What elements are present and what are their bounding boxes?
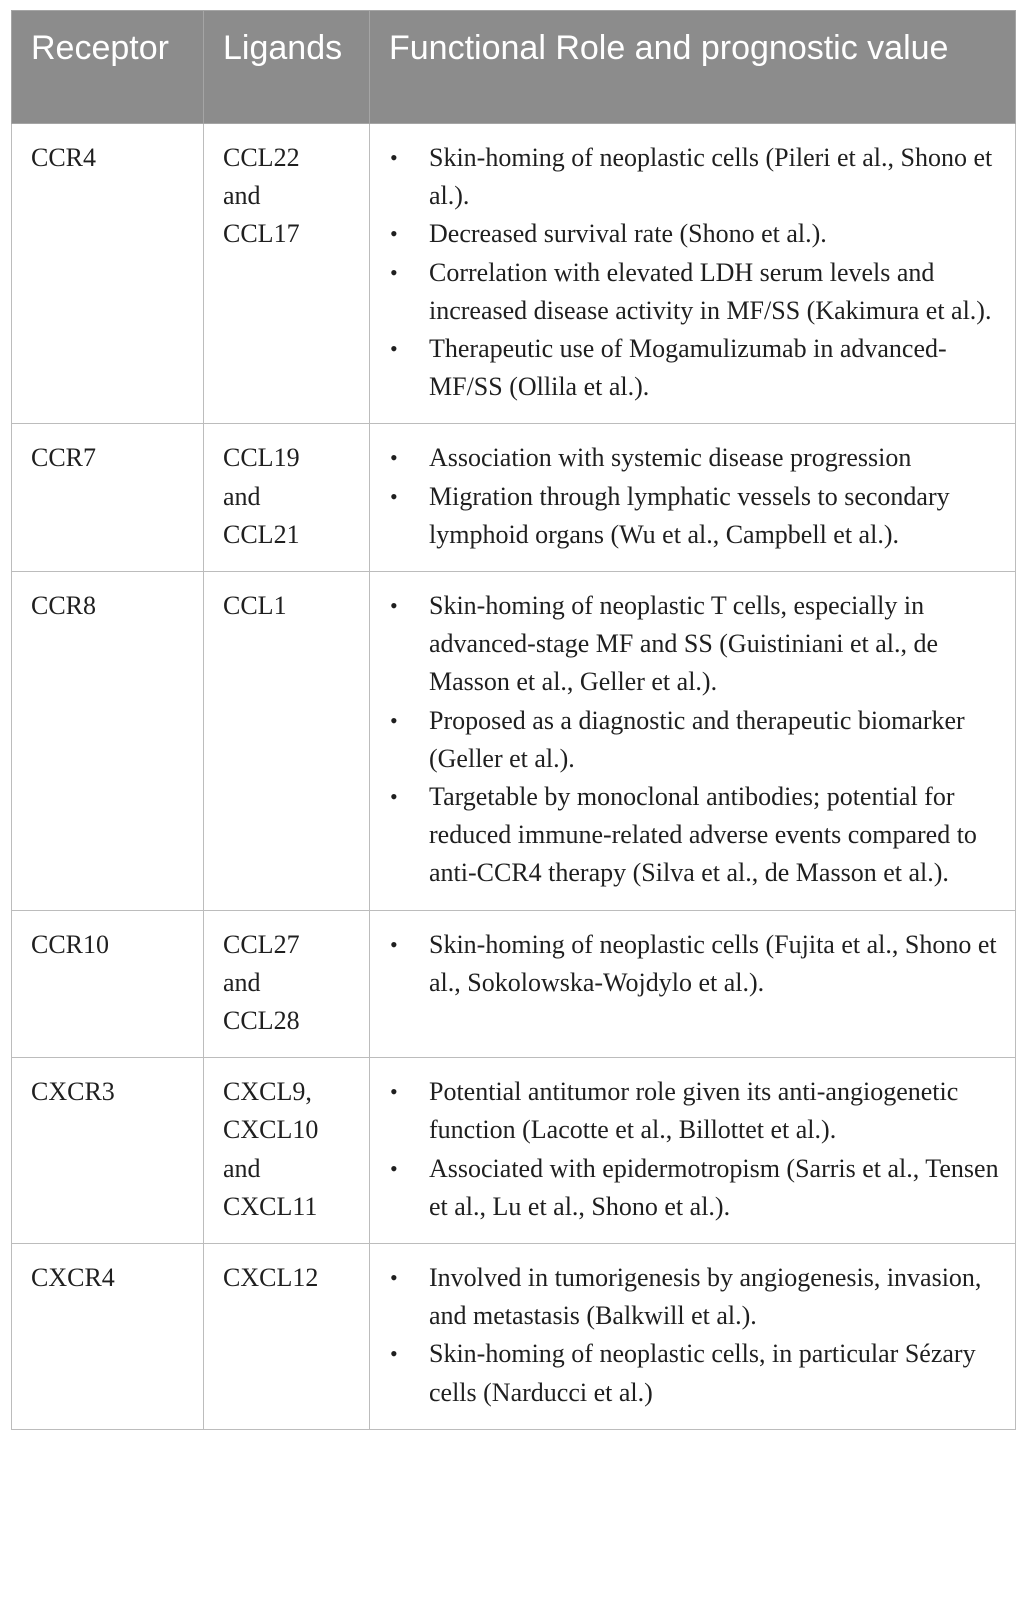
receptor-cell: CXCR3 [12, 1058, 204, 1244]
bullet-icon: • [390, 931, 398, 957]
role-text: Migration through lymphatic vessels to secondary lymphoid organs (Wu et al., Campbell et al.). [429, 481, 950, 549]
ligand-line: CCL1 [223, 591, 287, 621]
role-list-item [390, 330, 1005, 406]
ligands-cell [204, 910, 370, 1058]
ligand-line: CCL21 [223, 519, 300, 549]
role-list-item [390, 587, 1005, 702]
bullet-icon: • [390, 784, 398, 810]
functional-role-cell [370, 124, 1016, 424]
ligand-line: CCL17 [223, 219, 300, 249]
header-receptor: Receptor [12, 11, 204, 124]
receptor-cell: CCR7 [12, 424, 204, 572]
ligand-line: CXCL11 [223, 1191, 318, 1221]
role-list-item [390, 478, 1005, 554]
ligand-line: CXCL9, [223, 1077, 312, 1107]
role-text: Targetable by monoclonal antibodies; potential for reduced immune-related adverse events compared to anti-CCR4 therapy (Silva et al., de Masson et al.). [429, 782, 977, 888]
functional-role-cell [370, 910, 1016, 1058]
ligands-cell [204, 424, 370, 572]
table-row [12, 1244, 1016, 1430]
table-row [12, 424, 1016, 572]
bullet-icon: • [390, 483, 398, 509]
role-text: Associated with epidermotropism (Sarris et al., Tensen et al., Lu et al., Shono et al.). [429, 1153, 999, 1221]
role-list-item [390, 778, 1005, 893]
role-list-item [390, 254, 1005, 330]
table-header [12, 11, 1016, 124]
ligands-cell [204, 124, 370, 424]
bullet-icon: • [390, 221, 398, 247]
bullet-icon: • [390, 336, 398, 362]
role-list [390, 926, 1005, 1002]
ligand-line: and [223, 181, 261, 211]
bullet-icon: • [390, 1155, 398, 1181]
table-row [12, 910, 1016, 1058]
role-text: Potential antitumor role given its anti-angiogenetic function (Lacotte et al., Billottet et al.). [429, 1077, 959, 1145]
bullet-icon: • [390, 593, 398, 619]
role-list-item [390, 139, 1005, 215]
ligand-line: CXCL12 [223, 1263, 319, 1293]
ligands-cell [204, 1244, 370, 1430]
ligand-line: CCL22 [223, 143, 300, 172]
role-list-item [390, 1150, 1005, 1226]
role-text: Skin-homing of neoplastic cells, in particular Sézary cells (Narducci et al.) [429, 1339, 976, 1407]
role-text: Therapeutic use of Mogamulizumab in advanced-MF/SS (Ollila et al.). [429, 334, 947, 402]
role-list [390, 587, 1005, 893]
role-text: Involved in tumorigenesis by angiogenesis, invasion, and metastasis (Balkwill et al.). [429, 1263, 982, 1331]
role-text: Skin-homing of neoplastic T cells, especially in advanced-stage MF and SS (Guistiniani et al., de Masson et al., Geller et al.). [429, 591, 939, 697]
functional-role-cell [370, 424, 1016, 572]
receptor-cell: CCR8 [12, 572, 204, 911]
role-list-item [390, 702, 1005, 778]
role-text: Decreased survival rate (Shono et al.). [429, 219, 827, 249]
role-text: Skin-homing of neoplastic cells (Pileri et al., Shono et al.). [429, 143, 993, 211]
header-functional-role: Functional Role and prognostic value [370, 11, 1016, 124]
role-list [390, 139, 1005, 406]
ligand-line: CCL28 [223, 1006, 300, 1036]
bullet-icon: • [390, 445, 398, 471]
bullet-icon: • [390, 145, 398, 170]
functional-role-cell [370, 1244, 1016, 1430]
receptor-cell: CCR10 [12, 910, 204, 1058]
role-list [390, 1073, 1005, 1226]
role-list-item [390, 215, 1005, 253]
bullet-icon: • [390, 1079, 398, 1105]
receptor-cell: CXCR4 [12, 1244, 204, 1430]
ligand-line: and [223, 1153, 261, 1183]
table-row [12, 124, 1016, 424]
ligand-line: CCL19 [223, 443, 300, 473]
header-ligands: Ligands [204, 11, 370, 124]
ligand-line: CXCL10 [223, 1115, 319, 1145]
ligand-line: and [223, 481, 261, 511]
chemokine-receptor-table [11, 10, 1016, 1430]
role-text: Proposed as a diagnostic and therapeutic biomarker (Geller et al.). [429, 705, 965, 773]
table-row [12, 1058, 1016, 1244]
bullet-icon: • [390, 259, 398, 285]
role-list-item [390, 439, 1005, 477]
ligands-cell [204, 1058, 370, 1244]
ligand-line: CCL27 [223, 929, 300, 959]
chemokine-receptor-table-container [11, 10, 1015, 1430]
role-text: Skin-homing of neoplastic cells (Fujita et al., Shono et al., Sokolowska-Wojdylo et al.). [429, 929, 997, 997]
role-list-item [390, 1073, 1005, 1149]
ligands-cell [204, 572, 370, 911]
functional-role-cell [370, 572, 1016, 911]
functional-role-cell [370, 1058, 1016, 1244]
role-list-item [390, 1335, 1005, 1411]
role-list-item [390, 1259, 1005, 1335]
bullet-icon: • [390, 707, 398, 733]
header-row [12, 11, 1016, 124]
role-text: Correlation with elevated LDH serum levels and increased disease activity in MF/SS (Kakimura et al.). [429, 257, 992, 325]
role-list [390, 1259, 1005, 1412]
role-list [390, 439, 1005, 554]
ligand-line: and [223, 967, 261, 997]
role-text: Association with systemic disease progression [429, 443, 912, 473]
role-list-item [390, 926, 1005, 1002]
table-body [12, 124, 1016, 1430]
receptor-cell: CCR4 [12, 124, 204, 424]
bullet-icon: • [390, 1265, 398, 1291]
table-row [12, 572, 1016, 911]
bullet-icon: • [390, 1341, 398, 1367]
